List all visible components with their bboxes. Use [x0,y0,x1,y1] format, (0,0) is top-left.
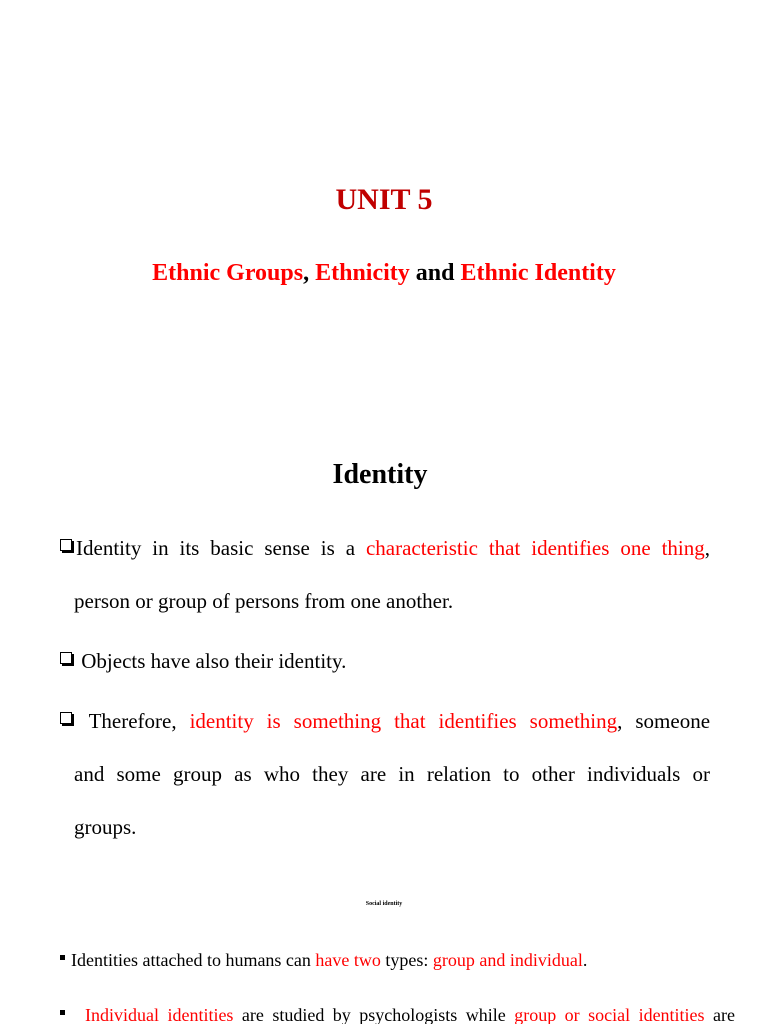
checkbox-bullet-icon [60,652,72,664]
social-identity-bullet-1 [60,950,735,971]
paragraph-1-line-1 [60,522,710,575]
paragraph-3-text-a: Therefore, [76,709,190,733]
subtitle-separator-2: and [409,260,461,286]
bullet-2-line [60,1005,735,1024]
square-bullet-icon [60,955,65,960]
bullet-2-highlight-a: Individual identities [85,1005,234,1024]
bullet-2-highlight-b: group or social identities [514,1005,705,1024]
paragraph-2-line [60,649,346,673]
checkbox-bullet-icon [60,712,72,724]
subtitle-separator-1: , [303,260,316,286]
paragraph-3-continuation-2: groups. [74,815,137,839]
bullet-1-text-c: . [582,950,588,970]
bullet-1-highlight-a: have two [315,950,381,970]
subtitle-ethnic-identity: Ethnic Identity [460,260,616,286]
paragraph-3-line-1 [60,695,710,748]
subtitle-ethnic-groups: Ethnic Groups [152,260,304,286]
unit-subtitle [0,260,768,287]
bullet-1-text-b: types: [380,950,433,970]
social-identity-heading: Social identity [365,901,403,907]
bullet-2-text-a: are studied by psychologists while [233,1005,515,1024]
section-title-identity: Identity [332,459,428,490]
identity-paragraph-2 [60,635,710,688]
identity-paragraph-3 [60,695,710,854]
paragraph-3-continuation-1: and some group as who they are in relation to other individuals or [74,762,710,786]
subtitle-ethnicity: Ethnicity [315,260,410,286]
social-identity-bullet-2 [60,1005,735,1024]
bullet-1-highlight-b: group and individual [432,950,583,970]
paragraph-3-text-b: , someone [617,709,711,733]
paragraph-1-highlight: characteristic that identifies one thing [365,536,705,560]
checkbox-bullet-icon [60,539,72,551]
unit-title: UNIT 5 [335,183,433,216]
paragraph-1-text-b: , [704,536,710,560]
paragraph-3-highlight: identity is something that identifies something [189,709,618,733]
paragraph-1-text-a: Identity in its basic sense is a [76,536,366,560]
paragraph-2-text: Objects have also their identity. [76,649,347,673]
bullet-2-text-b: are [704,1005,735,1024]
bullet-1-text-a: Identities attached to humans can [71,950,316,970]
square-bullet-icon [60,1010,65,1015]
identity-paragraph-1 [60,522,710,628]
paragraph-1-continuation: person or group of persons from one another. [74,589,454,613]
